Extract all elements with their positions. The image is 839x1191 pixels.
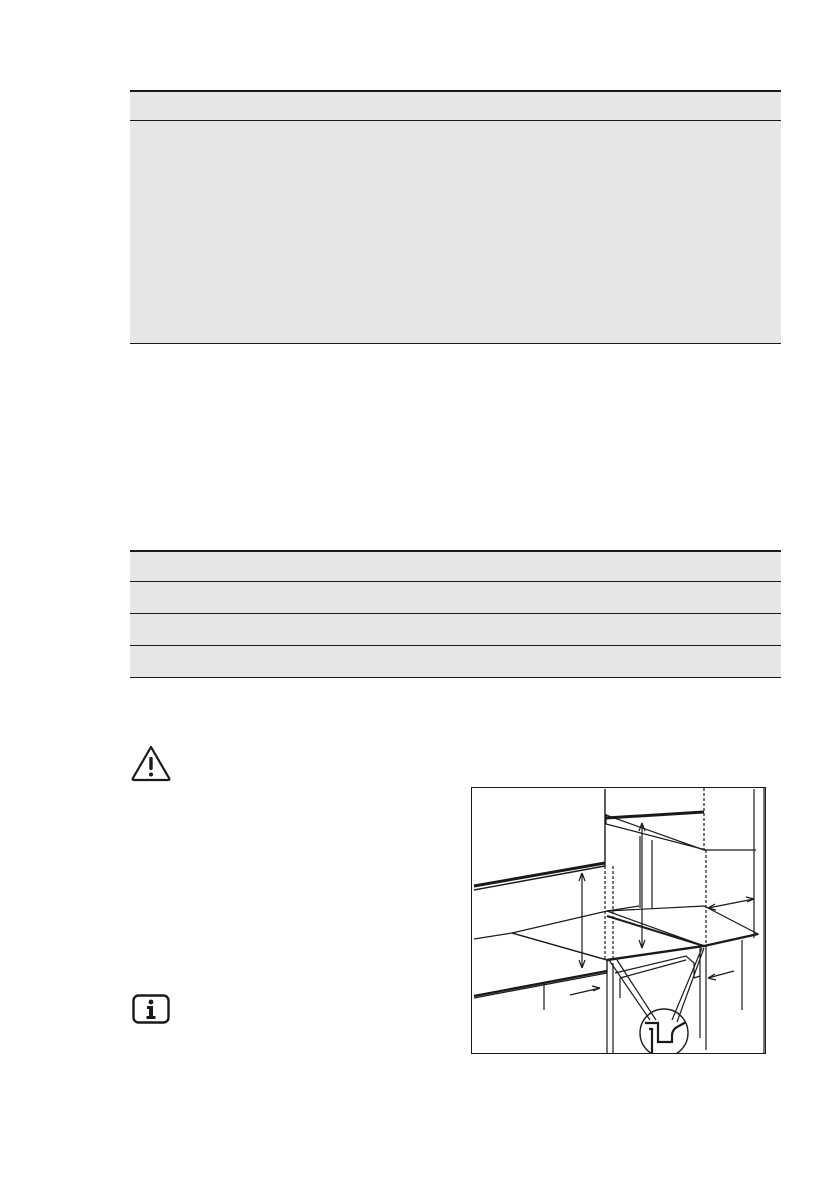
upper-table [130, 90, 781, 344]
lower-table-row [130, 646, 781, 678]
upper-table-header-row [130, 90, 781, 121]
installation-diagram [471, 787, 766, 1054]
lower-table [130, 550, 781, 678]
lower-table-row [130, 614, 781, 646]
info-icon [132, 994, 170, 1024]
upper-table-body-row [130, 121, 781, 344]
lower-table-row [130, 582, 781, 614]
warning-triangle-icon [130, 744, 172, 782]
lower-table-row [130, 550, 781, 582]
